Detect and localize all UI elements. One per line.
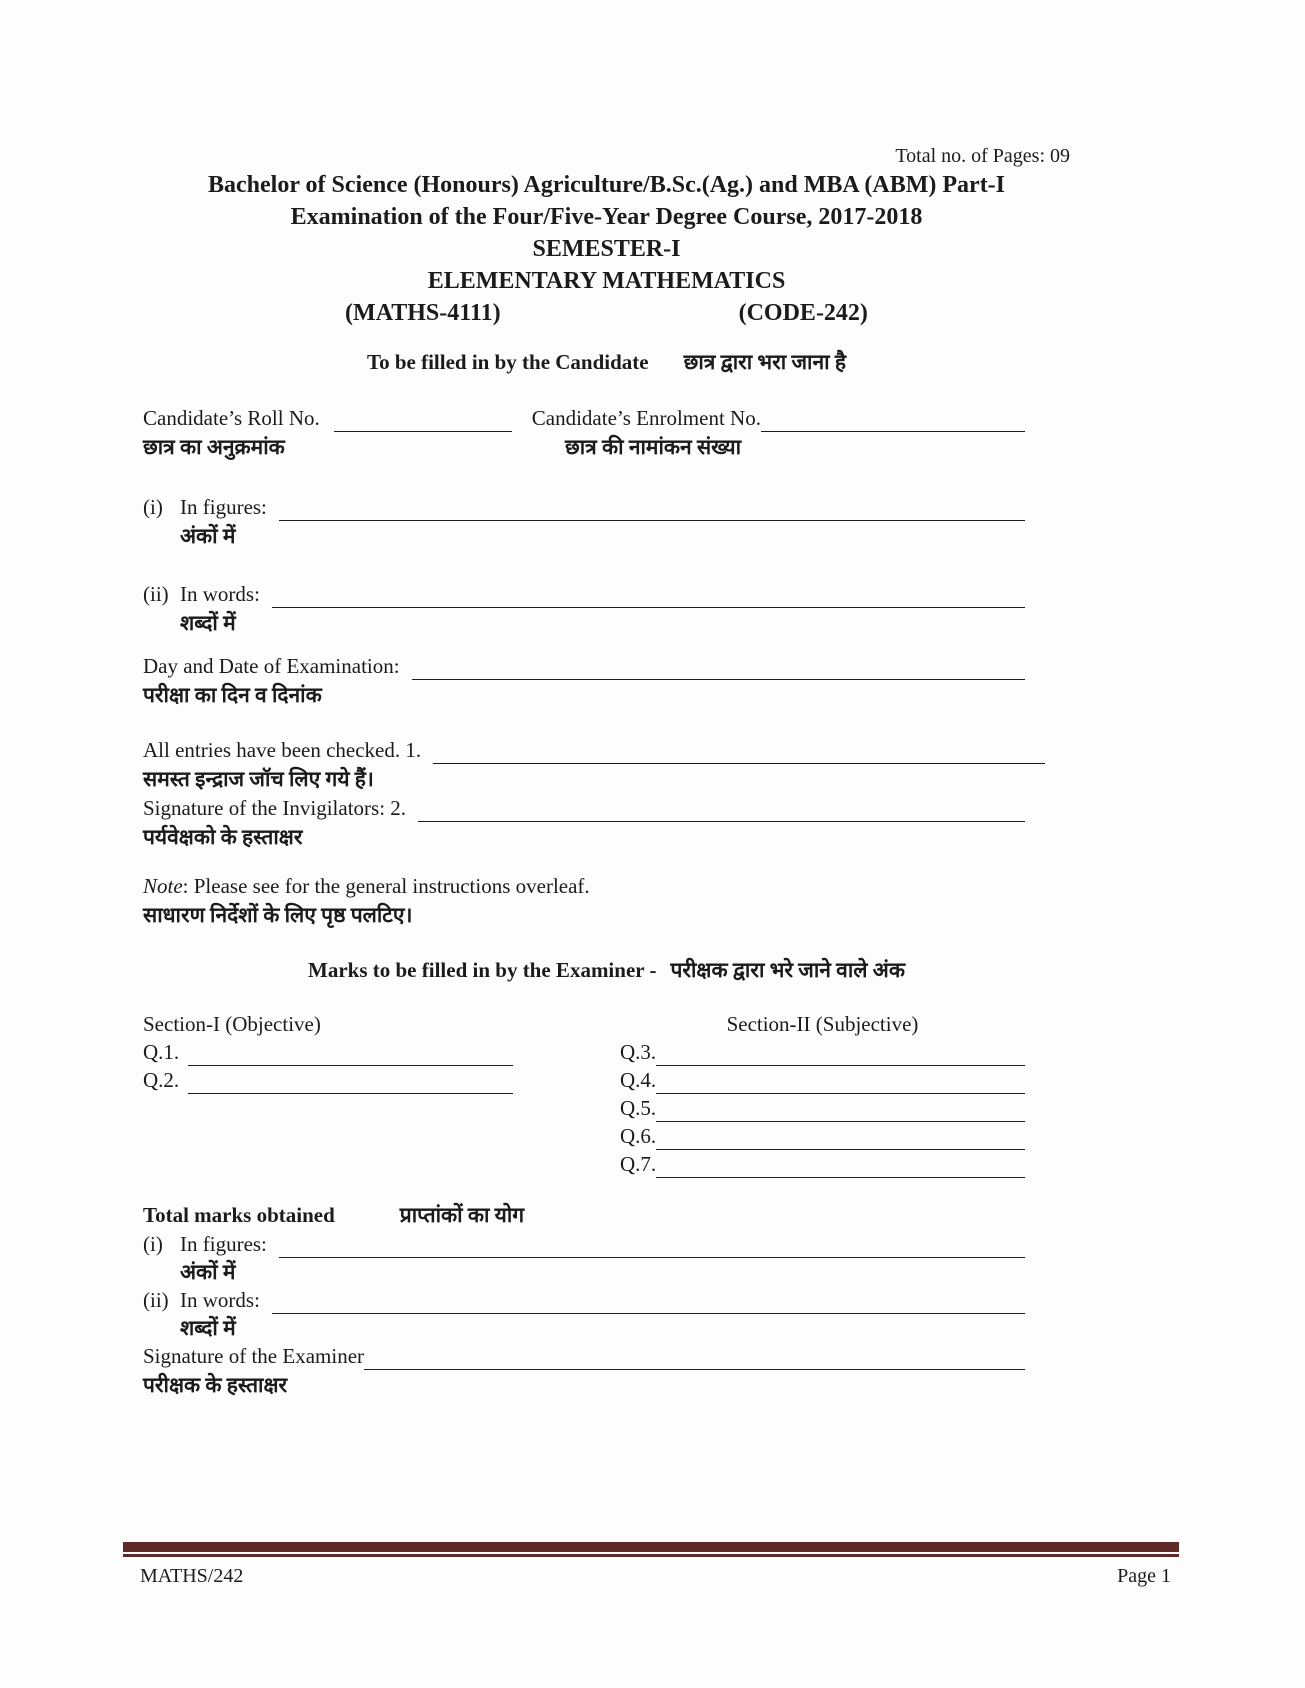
- page-footer: [123, 1542, 1179, 1589]
- examiner-heading-en: Marks to be filled in by the Examiner -: [308, 958, 657, 982]
- note-text: : Please see for the general instructions overleaf.: [182, 874, 590, 898]
- marks-columns: [143, 1010, 1070, 1178]
- examiner-sign-row: [143, 1342, 1070, 1370]
- q4-marks-blank: [656, 1070, 1025, 1094]
- total-in-words-blank: [272, 1290, 1025, 1314]
- in-words-blank: [272, 584, 1025, 608]
- course-code: (MATHS-4111): [345, 300, 501, 326]
- q1-label: Q.1.: [143, 1040, 180, 1064]
- page-content: [143, 143, 1070, 1400]
- total-in-words-hindi-row: [143, 1314, 1070, 1342]
- semester-title: SEMESTER-I: [532, 236, 681, 262]
- invigilator1-sign-blank: [433, 740, 1045, 764]
- q6-marks-blank: [656, 1126, 1025, 1150]
- examiner-sign-hindi-row: [143, 1370, 1070, 1400]
- note-label: Note: [143, 874, 183, 898]
- footer-rule-thick: [123, 1542, 1179, 1552]
- day-date-row: [143, 652, 1070, 680]
- total-in-words-label: In words:: [180, 1288, 260, 1312]
- total-marks-label: Total marks obtained: [143, 1203, 335, 1227]
- item-number: (ii): [143, 1288, 169, 1312]
- invigilator-sign-label-hi: पर्यवेक्षको के हस्ताक्षर: [143, 825, 303, 849]
- q6-label: Q.6.: [620, 1124, 657, 1148]
- candidate-heading-en: To be filled in by the Candidate: [367, 350, 649, 374]
- section1-column: [143, 1010, 523, 1178]
- in-figures-label-hi: अंकों में: [180, 524, 236, 548]
- roll-enrolment-row: [143, 404, 1070, 432]
- total-in-figures-blank: [279, 1234, 1025, 1258]
- q4-label: Q.4.: [620, 1068, 657, 1092]
- note-row: [143, 872, 1070, 900]
- q1-marks-blank: [188, 1042, 513, 1066]
- total-pages-label: Total no. of Pages: 09: [895, 145, 1070, 167]
- roll-enrolment-hindi-row: [143, 432, 1070, 462]
- in-words-label-hi: शब्दों में: [180, 611, 236, 635]
- note-hindi-row: [143, 900, 1070, 930]
- examiner-sign-label-hi: परीक्षक के हस्ताक्षर: [143, 1373, 288, 1397]
- invigilator2-sign-blank: [418, 798, 1025, 822]
- note-text-hi: साधारण निर्देशों के लिए पृष्ठ पलटिए।: [143, 903, 413, 927]
- enrolment-no-label: Candidate’s Enrolment No.: [531, 406, 761, 430]
- roll-no-blank: [334, 408, 512, 432]
- day-date-blank: [412, 656, 1025, 680]
- q7-marks-blank: [656, 1154, 1025, 1178]
- q2-row: [143, 1066, 523, 1094]
- invigilator-sign-hindi-row: [143, 822, 1070, 852]
- roll-no-label: Candidate’s Roll No.: [143, 406, 320, 430]
- invigilator-sign-label: Signature of the Invigilators: 2.: [143, 796, 407, 820]
- q7-label: Q.7.: [620, 1152, 657, 1176]
- item-number: (i): [143, 495, 163, 519]
- total-in-figures-label-hi: अंकों में: [180, 1260, 236, 1284]
- subject-title: ELEMENTARY MATHEMATICS: [427, 268, 786, 294]
- q3-row: [620, 1038, 1025, 1066]
- q6-row: [620, 1122, 1025, 1150]
- entries-checked-row: [143, 736, 1070, 764]
- entries-checked-label: All entries have been checked. 1.: [143, 738, 422, 762]
- enrolment-no-label-hi: छात्र की नामांकन संख्या: [565, 435, 742, 459]
- q1-row: [143, 1038, 523, 1066]
- examiner-sign-blank: [364, 1346, 1025, 1370]
- in-figures-row: [143, 493, 1070, 521]
- page-title-line1: Bachelor of Science (Honours) Agriculture/B.Sc.(Ag.) and MBA (ABM) Part-I: [207, 172, 1006, 198]
- footer-text-row: [123, 1563, 1179, 1589]
- q2-marks-blank: [188, 1070, 513, 1094]
- day-date-label-hi: परीक्षा का दिन व दिनांक: [143, 683, 322, 707]
- in-figures-label: In figures:: [180, 495, 267, 519]
- examiner-heading-hi: परीक्षक द्वारा भरे जाने वाले अंक: [670, 958, 905, 982]
- total-marks-row: [143, 1200, 1070, 1230]
- total-in-figures-row: [143, 1230, 1070, 1258]
- footer-doc-code: MATHS/242: [140, 1565, 244, 1587]
- entries-checked-hindi-row: [143, 764, 1070, 794]
- section1-title: Section-I (Objective): [143, 1012, 321, 1036]
- q5-marks-blank: [656, 1098, 1025, 1122]
- q3-label: Q.3.: [620, 1040, 657, 1064]
- q3-marks-blank: [656, 1042, 1025, 1066]
- total-in-figures-hindi-row: [143, 1258, 1070, 1286]
- q7-row: [620, 1150, 1025, 1178]
- candidate-heading-hi: छात्र द्वारा भरा जाना है: [683, 350, 846, 374]
- q2-label: Q.2.: [143, 1068, 180, 1092]
- codes-row: [143, 297, 1070, 329]
- roll-no-label-hi: छात्र का अनुक्रमांक: [143, 435, 285, 459]
- candidate-section-heading: [143, 347, 1070, 377]
- in-words-label: In words:: [180, 582, 260, 606]
- q5-label: Q.5.: [620, 1096, 657, 1120]
- footer-rule-thin: [123, 1554, 1179, 1557]
- total-marks-label-hi: प्राप्तांकों का योग: [399, 1203, 525, 1227]
- in-figures-blank: [279, 497, 1025, 521]
- footer-page-number: Page 1: [1117, 1565, 1171, 1587]
- total-in-words-label-hi: शब्दों में: [180, 1316, 236, 1340]
- paper-code: (CODE-242): [738, 300, 868, 326]
- page-title-line2: Examination of the Four/Five-Year Degree Course, 2017-2018: [290, 204, 923, 230]
- section2-title: Section-II (Subjective): [726, 1012, 919, 1036]
- invigilator-sign-row: [143, 794, 1070, 822]
- total-in-words-row: [143, 1286, 1070, 1314]
- total-in-figures-label: In figures:: [180, 1232, 267, 1256]
- day-date-label: Day and Date of Examination:: [143, 654, 400, 678]
- item-number: (i): [143, 1232, 163, 1256]
- examiner-section-heading: [143, 955, 1070, 985]
- day-date-hindi-row: [143, 680, 1070, 710]
- entries-checked-label-hi: समस्त इन्द्राज जॉच लिए गये हैं।: [143, 767, 374, 791]
- in-words-hindi-row: [143, 608, 1070, 638]
- item-number: (ii): [143, 582, 169, 606]
- examiner-sign-label: Signature of the Examiner: [143, 1344, 365, 1368]
- section2-column: [620, 1010, 1025, 1178]
- enrolment-no-blank: [761, 408, 1025, 432]
- in-figures-hindi-row: [143, 521, 1070, 551]
- q4-row: [620, 1066, 1025, 1094]
- in-words-row: [143, 580, 1070, 608]
- q5-row: [620, 1094, 1025, 1122]
